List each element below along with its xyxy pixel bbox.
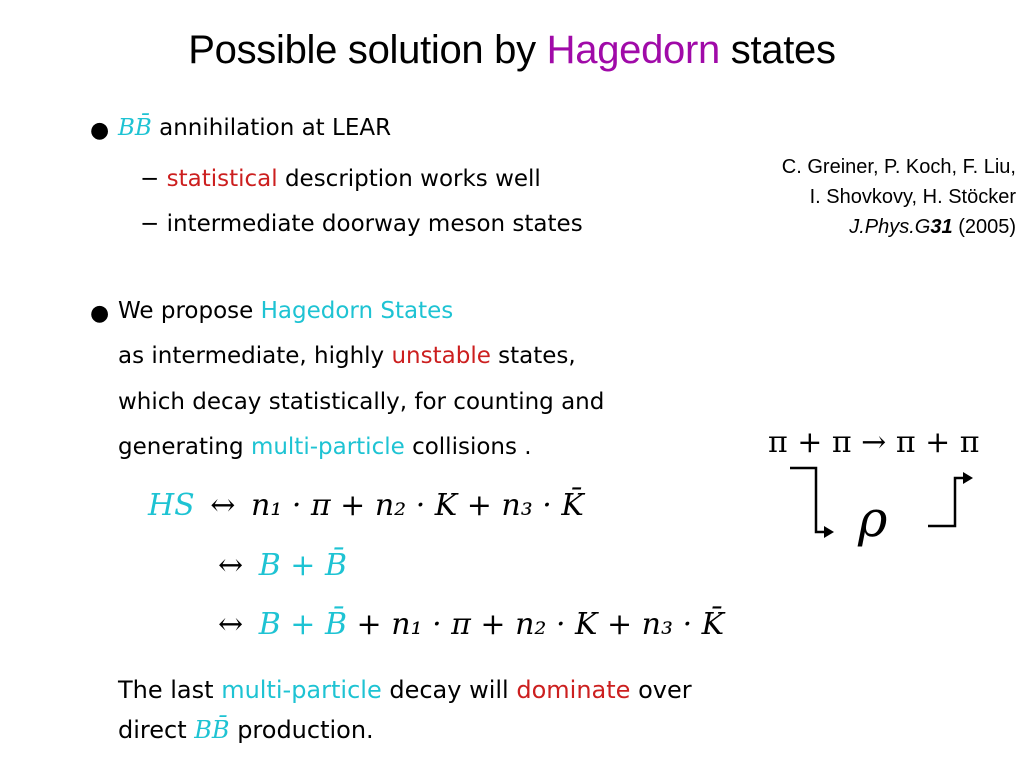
- conclusion-mid: decay will: [389, 676, 509, 704]
- bullet2-line2: [118, 343, 576, 369]
- title-prefix: Possible solution by: [188, 28, 536, 72]
- conclusion-direct: direct: [118, 716, 187, 744]
- rho-meson: ρ: [858, 490, 888, 548]
- bullet2-line4: [118, 434, 532, 460]
- bullet1-line: [118, 115, 391, 141]
- journal-year: (2005): [958, 216, 1016, 238]
- multi-particle-term: multi-particle: [250, 434, 405, 460]
- arrow-symbol: ↔: [210, 488, 236, 523]
- hs-symbol: HS: [148, 488, 195, 523]
- citation-authors-2: I. Shovkovy, H. Stöcker: [809, 186, 1016, 208]
- line4-post: collisions .: [412, 434, 532, 460]
- bullet1-text: annihilation at LEAR: [159, 115, 392, 141]
- bullet1-sub2: [140, 211, 583, 237]
- eq3-rest: + n₁ · π + n₂ · K + n₃ · K̄: [356, 607, 725, 642]
- line2-pre: as intermediate, highly: [118, 343, 385, 369]
- sub2-text: intermediate doorway meson states: [166, 211, 583, 237]
- arrow-symbol: ↔: [218, 607, 244, 642]
- left-arrow: [790, 468, 824, 532]
- arrow-symbol: ↔: [218, 548, 244, 583]
- left-arrowhead: [824, 526, 834, 538]
- bullet2-line3: which decay statistically, for counting and: [118, 389, 605, 415]
- conclusion-post: over: [638, 676, 692, 704]
- dash: −: [140, 211, 160, 237]
- journal-volume: 31: [930, 216, 953, 238]
- title-highlight: Hagedorn: [546, 28, 720, 72]
- citation-journal: [782, 212, 1016, 242]
- slide-title: [0, 28, 1024, 73]
- equation-3: [212, 607, 724, 642]
- sub1-text: description works well: [284, 166, 541, 192]
- equation-2: [212, 548, 347, 583]
- eq3-baryons: B + B̄: [258, 607, 347, 642]
- bullet2-line1: [118, 298, 453, 324]
- conclusion-production: production.: [237, 716, 374, 744]
- eq1-rhs: n₁ · π + n₂ · K + n₃ · K̄: [250, 488, 584, 523]
- dominate-word: dominate: [516, 676, 631, 704]
- line4-pre: generating: [118, 434, 244, 460]
- journal-name: J.Phys.G: [849, 216, 931, 238]
- conclusion-line2: [118, 716, 374, 744]
- multi-particle-term: multi-particle: [221, 676, 382, 704]
- conclusion-pre: The last: [118, 676, 214, 704]
- bbbar-symbol: BB̄: [118, 115, 152, 141]
- eq2-rhs: B + B̄: [258, 548, 347, 583]
- bullet1-sub1: [140, 166, 541, 192]
- bullet-dot-icon: ●: [90, 118, 110, 143]
- citation: [782, 152, 1016, 242]
- unstable-word: unstable: [391, 343, 491, 369]
- bullet-dot-icon: ●: [90, 301, 110, 326]
- right-arrowhead: [963, 472, 973, 484]
- line2-post: states,: [498, 343, 576, 369]
- hagedorn-states-term: Hagedorn States: [260, 298, 454, 324]
- dash: −: [140, 166, 160, 192]
- right-arrow: [928, 478, 963, 526]
- bbbar-symbol: BB̄: [194, 716, 230, 744]
- citation-authors-1: C. Greiner, P. Koch, F. Liu,: [781, 156, 1016, 178]
- statistical-word: statistical: [166, 166, 278, 192]
- title-suffix: states: [730, 28, 836, 72]
- bullet2-lead: We propose: [118, 298, 254, 324]
- conclusion-line1: [118, 676, 692, 704]
- pion-reaction: π + π → π + π: [768, 425, 980, 460]
- equation-1: [148, 488, 584, 523]
